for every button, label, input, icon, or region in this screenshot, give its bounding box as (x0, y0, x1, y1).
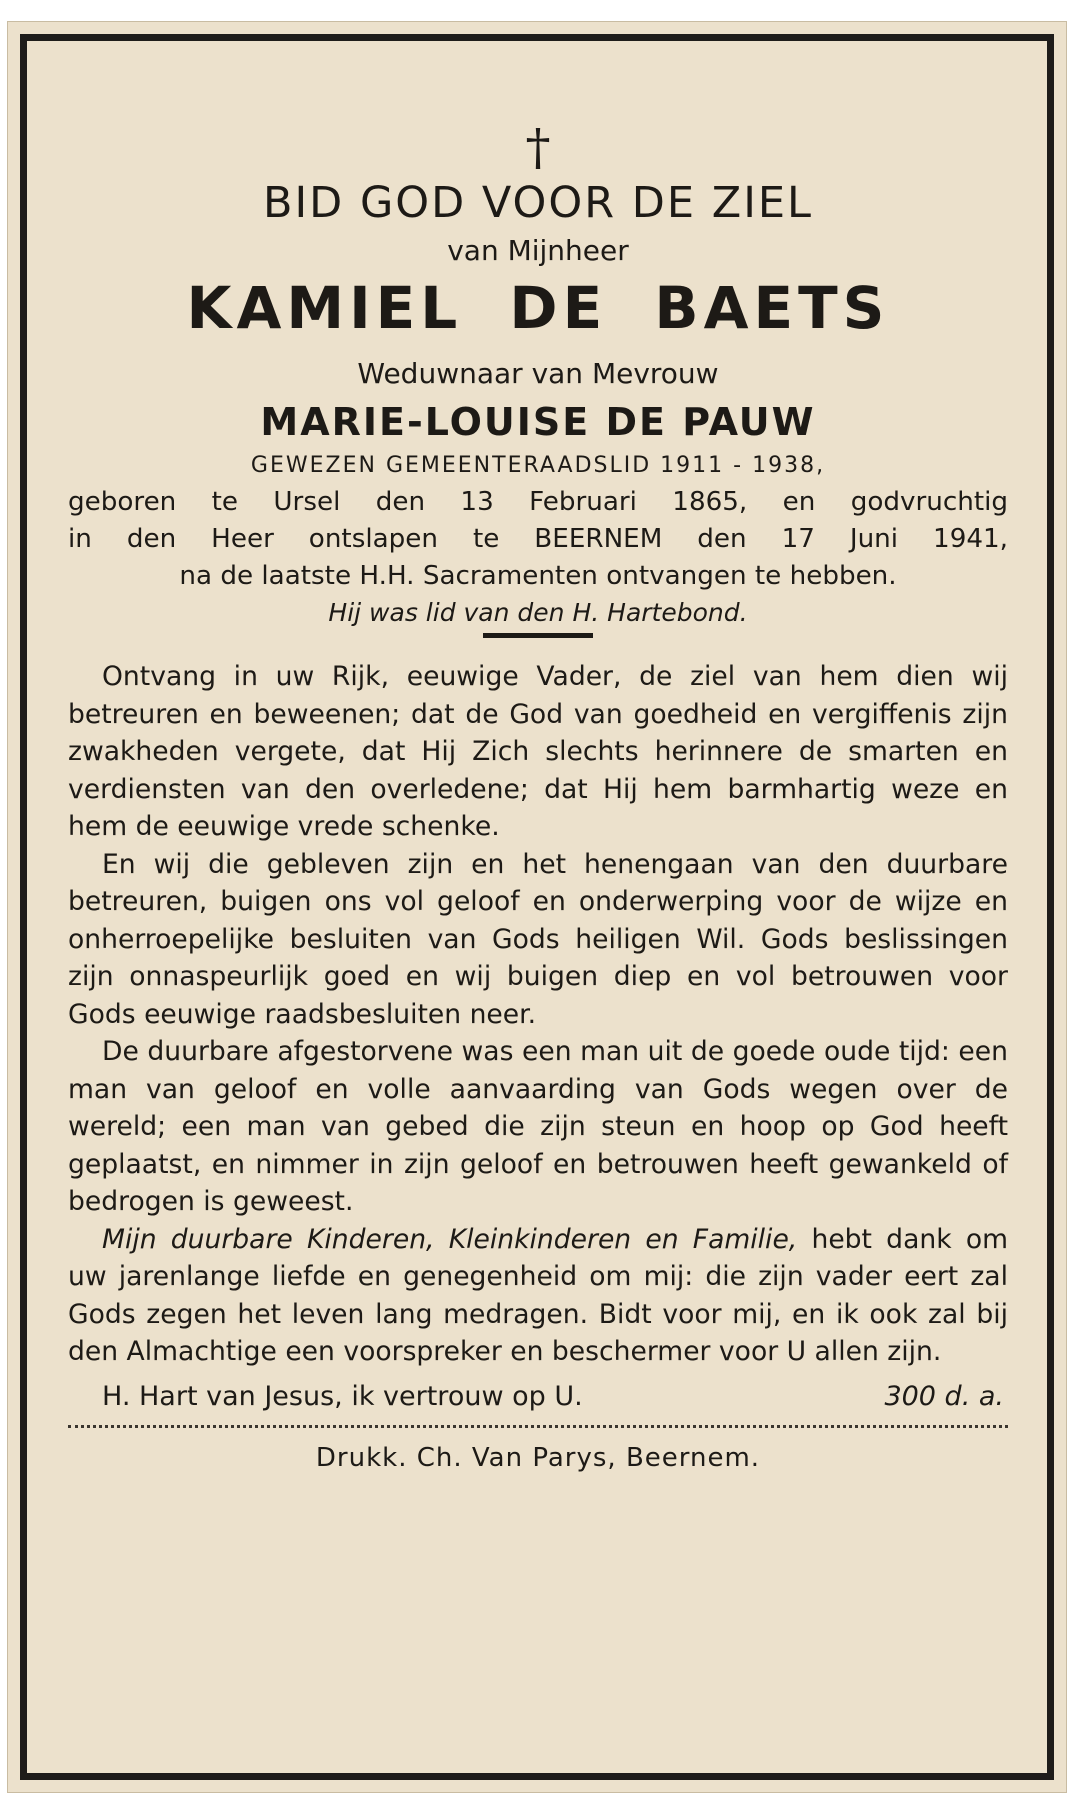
biography (68, 484, 1008, 595)
bio-line: in den Heer ontslapen te BEERNEM den 17 Juni 1941, (68, 524, 1008, 554)
paragraph: De duurbare afgestorvene was een man uit de goede oude tijd: een man van geloof en volle aanvaarding van Gods wegen over de wereld; een man van gebed die zijn steun en hoop op God heeft geplaatst, en nimmer in zijn geloof en betrouwen heeft gewankeld of bedrogen is geweest. (68, 1036, 1008, 1217)
bio-line: geboren te Ursel den 13 Februari 1865, en godvruchtig (68, 487, 1008, 517)
wife-name: MARIE-LOUISE DE PAUW (260, 400, 816, 444)
family-message: hebt dank om uw jarenlange liefde en genegenheid om mij: die zijn vader eert zal Gods zegen het leven lang medragen. Bidt voor mij, en ik ook zal bij den Almachtige een voorspreker en beschermer voor U allen zijn. (68, 1223, 1008, 1367)
membership: Hij was lid van den H. Hartebond. (328, 598, 748, 627)
bio-line: na de laatste H.H. Sacramenten ontvangen te hebben. (179, 561, 897, 591)
cross-icon: † (525, 118, 551, 176)
prayer-invocation: H. Hart van Jesus, ik vertrouw op U. (102, 1380, 583, 1412)
van-mijnheer: van Mijnheer (447, 234, 629, 267)
paragraph: En wij die gebleven zijn en het henengaan van den duurbare betreuren, buigen ons vol geloof en onderwerping voor de wijze en onherroepelijke besluiten van Gods heiligen Wil. Gods beslissingen zijn onnaspeurlijk goed en wij buigen diep en vol betrouwen voor Gods eeuwige raadsbesluiten neer. (68, 848, 1008, 1030)
printer-credit: Drukk. Ch. Van Parys, Beernem. (315, 1442, 761, 1473)
paragraph: Ontvang in uw Rijk, eeuwige Vader, de ziel van hem dien wij betreuren en beweenen; dat de God van goedheid en vergiffenis zijn zwakheden vergete, dat Hij Zich slechts herinnere de smarten en verdiensten van den overledene; dat Hij hem barmhartig weze en hem de eeuwige vrede schenke. (68, 661, 1008, 842)
card-content (68, 120, 1008, 1488)
family-address: Mijn duurbare Kinderen, Kleinkinderen en Familie, (102, 1223, 798, 1255)
indulgence: 300 d. a. (884, 1380, 1004, 1412)
divider-rule (483, 633, 593, 638)
widower-of: Weduwnaar van Mevrouw (357, 357, 719, 390)
prayer-text (68, 658, 1008, 1371)
memorial-card (8, 22, 1066, 1792)
paragraph-family (68, 1221, 1008, 1371)
closing-line (68, 1375, 1008, 1419)
heading: BID GOD VOOR DE ZIEL (262, 178, 814, 228)
former-role: GEWEZEN GEMEENTERAADSLID 1911 - 1938, (250, 453, 826, 478)
deceased-name: KAMIEL DE BAETS (186, 274, 890, 342)
